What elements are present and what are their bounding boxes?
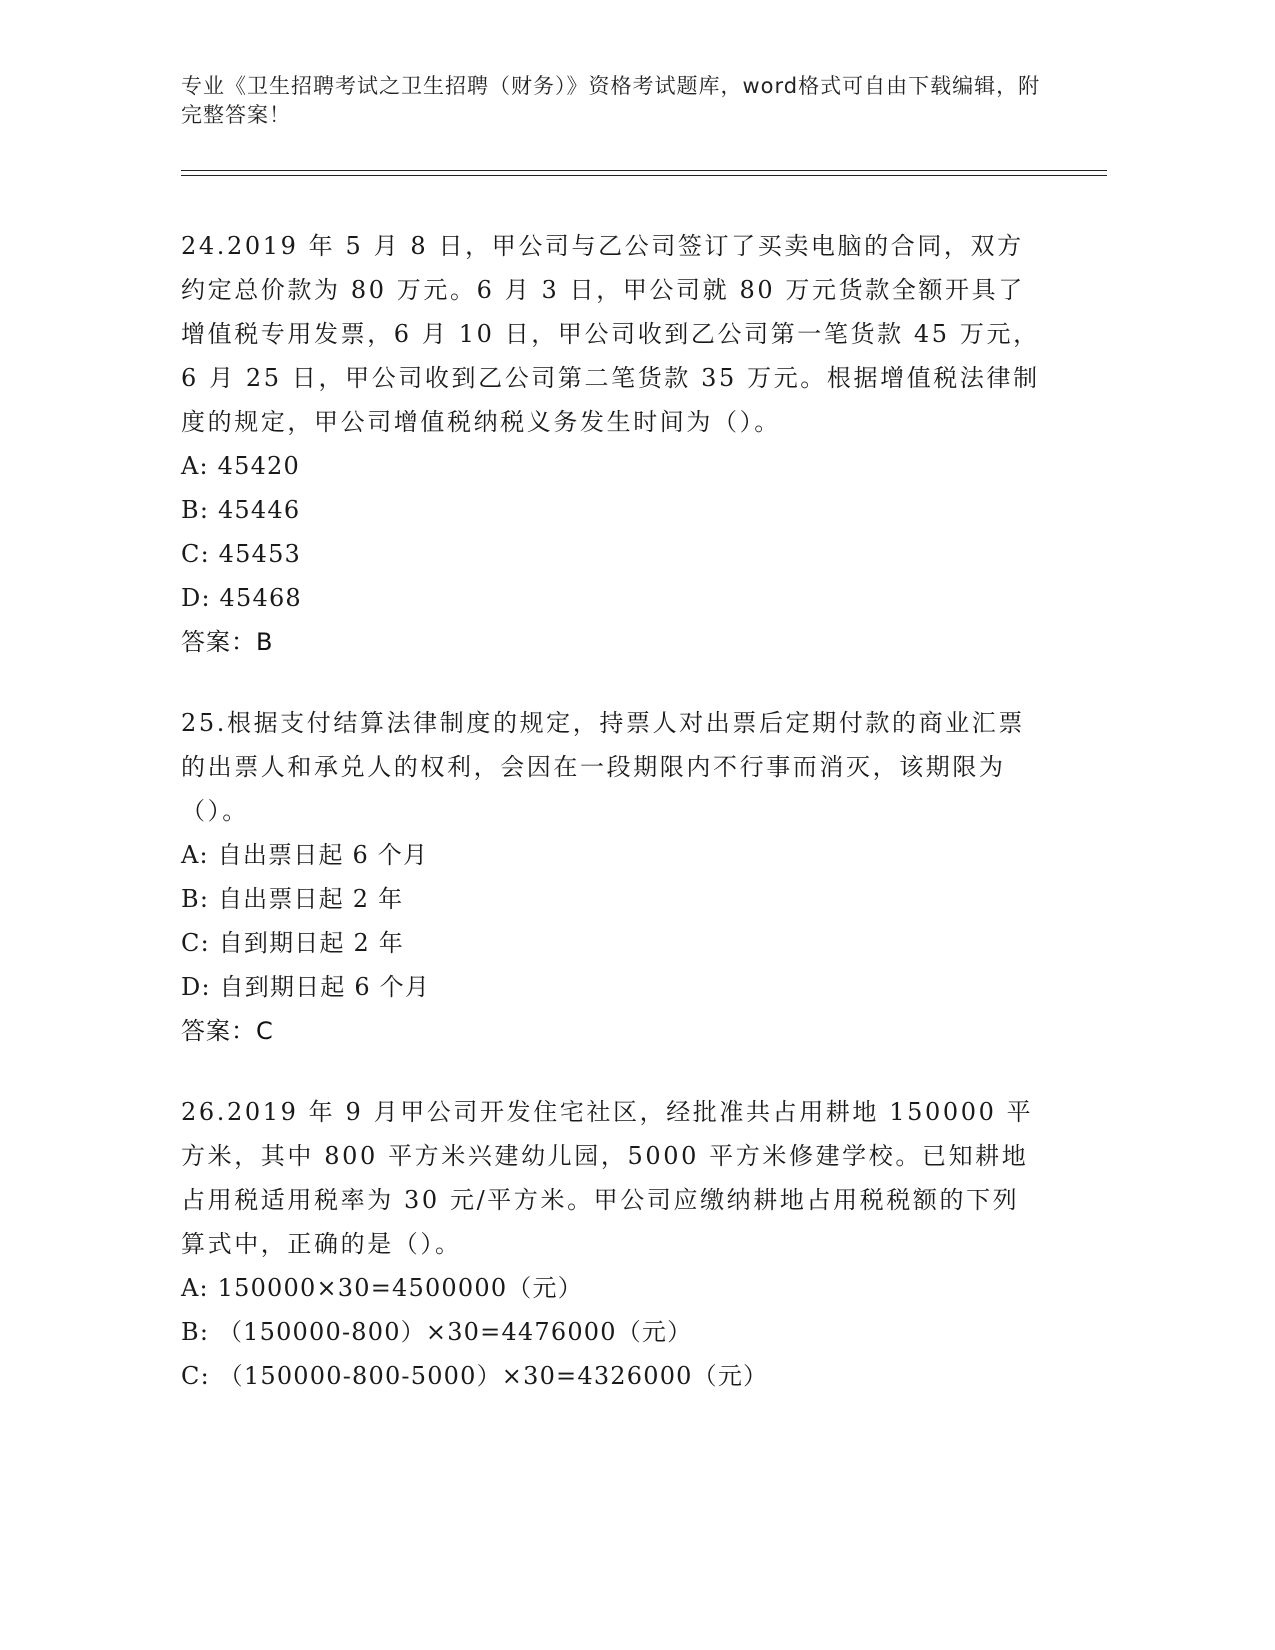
question-stem: 26.2019 年 9 月甲公司开发住宅社区，经批准共占用耕地 150000 平方米，其中 800 平方米兴建幼儿园，5000 平方米修建学校。已知耕地占用税适用税率为 30 元/平方米。甲公司应缴纳耕地占用税税额的下列算式中，正确的是（）。 [181, 1098, 1034, 1258]
question-stem: 25.根据支付结算法律制度的规定，持票人对出票后定期付款的商业汇票的出票人和承兑人的权利，会因在一段期限内不行事而消灭，该期限为（）。 [181, 709, 1025, 825]
option-b: B: 45446 [181, 496, 301, 524]
option-b: B: （150000-800）×30=4476000（元） [181, 1318, 693, 1346]
option-a: A: 150000×30=4500000（元） [181, 1274, 583, 1302]
header-rule-bottom [181, 175, 1107, 176]
question-24 [181, 224, 1041, 664]
question-26 [181, 1090, 1041, 1398]
header-text: 专业《卫生招聘考试之卫生招聘（财务）》资格考试题库，word格式可自由下载编辑，附完整答案！ [181, 74, 1041, 127]
document-header [181, 72, 1041, 130]
option-c: C: （150000-800-5000）×30=4326000（元） [181, 1362, 769, 1390]
answer-label: 答案：B [181, 628, 274, 656]
question-list [181, 224, 1041, 1435]
option-b: B: 自出票日起 2 年 [181, 885, 404, 913]
header-rule-top [181, 170, 1107, 171]
question-25 [181, 701, 1041, 1053]
option-d: D: 45468 [181, 584, 302, 612]
question-stem: 24.2019 年 5 月 8 日，甲公司与乙公司签订了买卖电脑的合同，双方约定总价款为 80 万元。6 月 3 日，甲公司就 80 万元货款全额开具了增值税专用发票，6 月 10 日，甲公司收到乙公司第一笔货款 45 万元，6 月 25 日，甲公司收到乙公司第二笔货款 35 万元。根据增值税法律制度的规定，甲公司增值税纳税义务发生时间为（）。 [181, 232, 1040, 436]
option-a: A: 自出票日起 6 个月 [181, 841, 429, 869]
option-d: D: 自到期日起 6 个月 [181, 973, 431, 1001]
answer-label: 答案：C [181, 1017, 274, 1045]
option-c: C: 自到期日起 2 年 [181, 929, 405, 957]
option-c: C: 45453 [181, 540, 302, 568]
option-a: A: 45420 [181, 452, 300, 480]
